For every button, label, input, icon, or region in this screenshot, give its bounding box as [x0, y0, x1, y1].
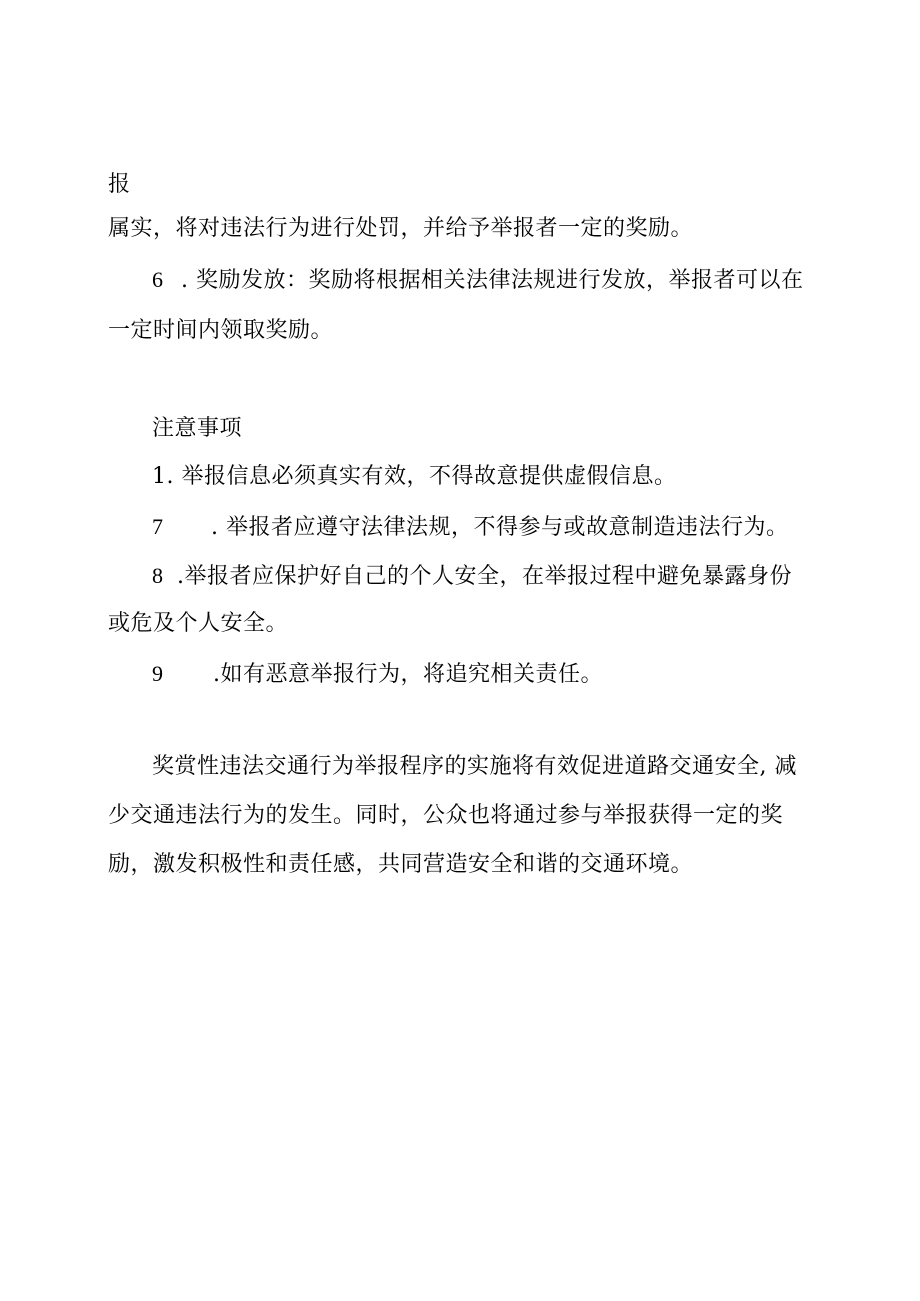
conclusion-line-2: 少交通违法行为的发生。同时，公众也将通过参与举报获得一定的奖 — [108, 803, 784, 828]
text-line-2: 属实，将对违法行为进行处罚，并给予举报者一定的奖励。 — [108, 216, 694, 241]
text-line-1: 报 — [108, 172, 131, 197]
list-item-8 — [152, 561, 792, 592]
list-text: . 奖励发放：奖励将根据相关法律法规进行发放，举报者可以在 — [181, 268, 804, 293]
conclusion-line-1: 奖赏性违法交通行为举报程序的实施将有效促进道路交通安全, 减 — [152, 754, 797, 779]
conclusion-line-3: 励，激发积极性和责任感，共同营造安全和谐的交通环境。 — [108, 852, 694, 877]
text-line-9: 或危及个人安全。 — [108, 611, 289, 636]
list-number: 8 — [152, 563, 164, 588]
list-text: .如有恶意举报行为，将追究相关责任。 — [213, 662, 603, 687]
list-item-9 — [152, 659, 603, 690]
list-number: 9 — [152, 661, 164, 686]
list-item-1: 1. 举报信息必须真实有效，不得故意提供虚假信息。 — [152, 464, 677, 489]
section-heading: 注意事项 — [152, 416, 243, 441]
list-text: .举报者应保护好自己的个人安全，在举报过程中避免暴露身份 — [177, 564, 792, 589]
list-number: 6 — [152, 267, 164, 292]
list-text: . 举报者应遵守法律法规，不得参与或故意制造违法行为。 — [211, 515, 789, 540]
list-item-6 — [152, 265, 804, 296]
list-number: 7 — [152, 514, 164, 539]
list-item-7 — [152, 512, 789, 543]
text-line-4: 一定时间内领取奖励。 — [108, 318, 334, 343]
